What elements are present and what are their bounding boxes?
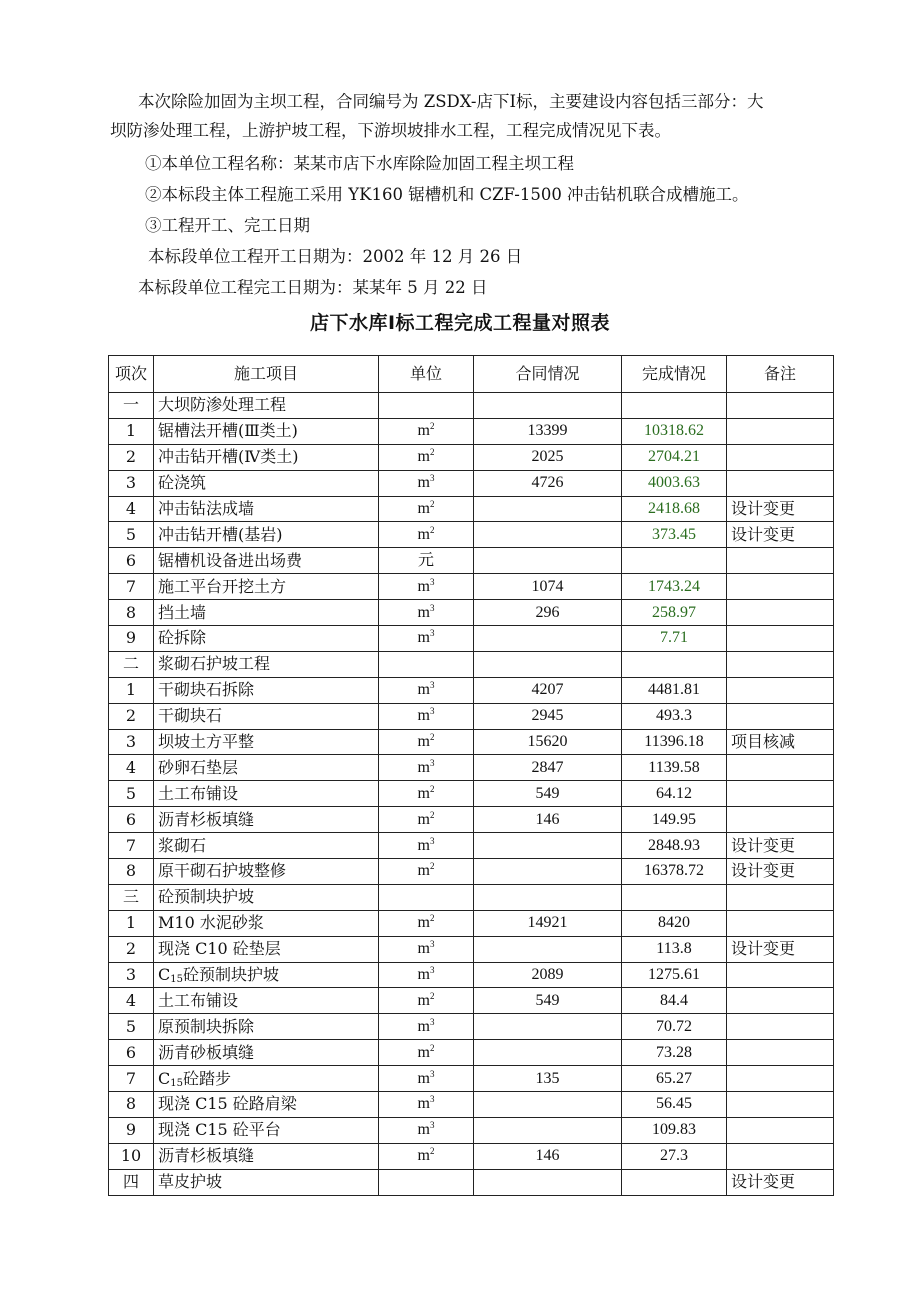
- item-rest: 砼踏步: [182, 1068, 231, 1088]
- project-name-line: ①本单位工程名称：某某市店下水库除险加固工程主坝工程: [145, 154, 574, 173]
- row-unit: [379, 1040, 474, 1066]
- unit-exponent: 3: [429, 706, 435, 717]
- row-done: 16378.72: [622, 859, 727, 885]
- row-item: 坝坡土方平整: [154, 729, 379, 755]
- unit-base: m: [417, 603, 430, 621]
- table-row: [109, 651, 834, 677]
- unit-base: m: [417, 914, 430, 932]
- row-no: 9: [109, 626, 154, 652]
- row-contract: [474, 1040, 622, 1066]
- row-unit: [379, 1117, 474, 1143]
- row-item: 草皮护坡: [154, 1169, 379, 1195]
- table-row: [109, 755, 834, 781]
- row-unit: [379, 833, 474, 859]
- row-note: [727, 703, 834, 729]
- row-contract: 135: [474, 1066, 622, 1092]
- row-item: 浆砌石护坡工程: [154, 651, 379, 677]
- row-item: 砂卵石垫层: [154, 755, 379, 781]
- row-unit: [379, 988, 474, 1014]
- row-done: 2848.93: [622, 833, 727, 859]
- row-unit: [379, 755, 474, 781]
- row-note: 设计变更: [727, 859, 834, 885]
- row-contract: [474, 496, 622, 522]
- row-note: [727, 548, 834, 574]
- row-no: 9: [109, 1117, 154, 1143]
- row-contract: 2847: [474, 755, 622, 781]
- row-contract: 296: [474, 600, 622, 626]
- table-row: [109, 807, 834, 833]
- row-no: 10: [109, 1143, 154, 1169]
- row-done: 27.3: [622, 1143, 727, 1169]
- row-contract: 549: [474, 781, 622, 807]
- row-contract: [474, 1117, 622, 1143]
- unit-exponent: 2: [429, 783, 435, 794]
- item-prefix: C: [158, 1068, 171, 1088]
- table-row: [109, 444, 834, 470]
- item-subscript: 15: [170, 1077, 183, 1089]
- row-item: 施工平台开挖土方: [154, 574, 379, 600]
- unit-base: m: [417, 733, 430, 751]
- unit-exponent: 2: [429, 524, 435, 535]
- unit-exponent: 3: [429, 576, 435, 587]
- row-unit: [379, 444, 474, 470]
- unit-base: m: [417, 758, 430, 776]
- table-row: [109, 626, 834, 652]
- unit-base: m: [417, 629, 430, 647]
- row-note: [727, 418, 834, 444]
- row-no: 2: [109, 703, 154, 729]
- row-unit: [379, 884, 474, 910]
- unit-base: m: [417, 810, 430, 828]
- row-no: 1: [109, 418, 154, 444]
- row-item: 砼拆除: [154, 626, 379, 652]
- unit-exponent: 3: [429, 473, 435, 484]
- row-unit: [379, 470, 474, 496]
- unit-base: m: [417, 500, 430, 517]
- row-contract: 4726: [474, 470, 622, 496]
- row-done: 84.4: [622, 988, 727, 1014]
- unit-exponent: 2: [429, 861, 435, 872]
- row-contract: 1074: [474, 574, 622, 600]
- row-item: [154, 962, 379, 988]
- row-unit: [379, 496, 474, 522]
- row-item: 砼预制块护坡: [154, 884, 379, 910]
- row-no: 4: [109, 496, 154, 522]
- row-no: 3: [109, 962, 154, 988]
- row-contract: 2025: [474, 444, 622, 470]
- row-unit: [379, 1014, 474, 1040]
- row-unit: [379, 962, 474, 988]
- intro-paragraph-line-1: 本次除险加固为主坝工程，合同编号为 ZSDX-店下Ⅰ标，主要建设内容包括三部分：大: [138, 92, 764, 111]
- row-done: [622, 548, 727, 574]
- table-row: [109, 729, 834, 755]
- unit-base: m: [417, 1043, 430, 1061]
- row-no: 8: [109, 859, 154, 885]
- row-unit: [379, 600, 474, 626]
- unit-base: m: [417, 1017, 430, 1035]
- table-row: [109, 910, 834, 936]
- table-row: [109, 1117, 834, 1143]
- unit-base: m: [417, 577, 430, 595]
- unit-exponent: 3: [429, 1068, 435, 1079]
- row-no: 5: [109, 781, 154, 807]
- dates-heading-line: ③工程开工、完工日期: [145, 216, 310, 235]
- unit-base: m: [417, 1147, 430, 1165]
- unit-base: m: [417, 525, 430, 543]
- row-contract: 15620: [474, 729, 622, 755]
- row-note: [727, 910, 834, 936]
- row-item: 沥青砂板填缝: [154, 1040, 379, 1066]
- row-no: 6: [109, 548, 154, 574]
- unit-base: m: [417, 707, 430, 725]
- unit-base: m: [417, 1095, 430, 1113]
- row-item: 沥青杉板填缝: [154, 1143, 379, 1169]
- row-done: 65.27: [622, 1066, 727, 1092]
- row-no: 5: [109, 522, 154, 548]
- row-done: 8420: [622, 910, 727, 936]
- header-item: 施工项目: [154, 356, 379, 393]
- row-no: 6: [109, 807, 154, 833]
- row-unit: [379, 807, 474, 833]
- row-item: M10 水泥砂浆: [154, 910, 379, 936]
- unit-exponent: 2: [429, 1042, 435, 1053]
- row-done: [622, 1169, 727, 1195]
- row-item: 挡土墙: [154, 600, 379, 626]
- row-unit: [379, 574, 474, 600]
- table-row: [109, 962, 834, 988]
- row-no: 四: [109, 1169, 154, 1195]
- row-no: 6: [109, 1040, 154, 1066]
- row-done: 113.8: [622, 936, 727, 962]
- unit-base: m: [417, 681, 430, 699]
- row-no: 7: [109, 833, 154, 859]
- quantity-comparison-table: [108, 355, 834, 1196]
- unit-exponent: 2: [429, 809, 435, 820]
- row-unit: [379, 393, 474, 419]
- unit-base: m: [417, 474, 430, 492]
- row-no: 3: [109, 470, 154, 496]
- row-done: 7.71: [622, 626, 727, 652]
- unit-exponent: 2: [429, 990, 435, 1001]
- row-unit: [379, 522, 474, 548]
- row-item: 原预制块拆除: [154, 1014, 379, 1040]
- row-contract: [474, 884, 622, 910]
- row-note: [727, 1143, 834, 1169]
- item-rest: 砼预制块护坡: [182, 965, 279, 985]
- table-row: [109, 988, 834, 1014]
- unit-base: m: [417, 422, 430, 440]
- row-item: 大坝防渗处理工程: [154, 393, 379, 419]
- row-item: 土工布铺设: [154, 988, 379, 1014]
- table-row: [109, 548, 834, 574]
- row-item: [154, 1066, 379, 1092]
- row-no: 7: [109, 1066, 154, 1092]
- row-item: 冲击钻开槽(Ⅳ类土): [154, 444, 379, 470]
- unit-exponent: 3: [429, 757, 435, 768]
- table-row: [109, 1014, 834, 1040]
- row-unit: [379, 1143, 474, 1169]
- row-note: 设计变更: [727, 1169, 834, 1195]
- table-row: [109, 884, 834, 910]
- row-note: [727, 444, 834, 470]
- row-unit: [379, 936, 474, 962]
- row-contract: [474, 1092, 622, 1118]
- unit-exponent: 3: [429, 1120, 435, 1131]
- table-row: [109, 574, 834, 600]
- unit-base: m: [417, 940, 430, 958]
- row-note: [727, 651, 834, 677]
- unit-base: m: [417, 991, 430, 1009]
- row-done: 4003.63: [622, 470, 727, 496]
- row-contract: 549: [474, 988, 622, 1014]
- row-done: 56.45: [622, 1092, 727, 1118]
- row-item: 土工布铺设: [154, 781, 379, 807]
- row-note: [727, 470, 834, 496]
- table-header-row: [109, 356, 834, 393]
- row-unit: [379, 548, 474, 574]
- unit-base: m: [417, 966, 430, 984]
- row-done: 1139.58: [622, 755, 727, 781]
- row-item: 锯槽法开槽(Ⅲ类土): [154, 418, 379, 444]
- row-unit: [379, 677, 474, 703]
- row-note: [727, 755, 834, 781]
- row-no: 三: [109, 884, 154, 910]
- row-note: 项目核减: [727, 729, 834, 755]
- row-no: 2: [109, 444, 154, 470]
- row-note: [727, 677, 834, 703]
- row-item: 现浇 C10 砼垫层: [154, 936, 379, 962]
- row-note: 设计变更: [727, 522, 834, 548]
- row-no: 7: [109, 574, 154, 600]
- table-row: [109, 393, 834, 419]
- row-done: 64.12: [622, 781, 727, 807]
- row-unit: [379, 1066, 474, 1092]
- table-row: [109, 1040, 834, 1066]
- unit-exponent: 3: [429, 835, 435, 846]
- row-item: 砼浇筑: [154, 470, 379, 496]
- row-item: 现浇 C15 砼路肩梁: [154, 1092, 379, 1118]
- unit-exponent: 2: [429, 421, 435, 432]
- row-contract: 2089: [474, 962, 622, 988]
- unit-base: m: [417, 448, 430, 466]
- table-row: [109, 833, 834, 859]
- row-no: 8: [109, 600, 154, 626]
- row-done: 258.97: [622, 600, 727, 626]
- unit-base: m: [417, 784, 430, 802]
- row-done: 10318.62: [622, 418, 727, 444]
- unit-exponent: 3: [429, 939, 435, 950]
- row-unit: [379, 781, 474, 807]
- header-no: 项次: [109, 356, 154, 393]
- row-unit: [379, 910, 474, 936]
- row-item: 冲击钻开槽(基岩): [154, 522, 379, 548]
- table-row: [109, 1143, 834, 1169]
- row-done: 11396.18: [622, 729, 727, 755]
- row-note: [727, 600, 834, 626]
- row-contract: 146: [474, 807, 622, 833]
- row-no: 3: [109, 729, 154, 755]
- row-note: [727, 393, 834, 419]
- row-done: 493.3: [622, 703, 727, 729]
- unit-base: m: [417, 1121, 430, 1139]
- unit-exponent: 2: [429, 447, 435, 458]
- unit-exponent: 3: [429, 965, 435, 976]
- table-row: [109, 600, 834, 626]
- unit-exponent: 3: [429, 1016, 435, 1027]
- row-item: 干砌块石拆除: [154, 677, 379, 703]
- row-no: 二: [109, 651, 154, 677]
- row-note: [727, 988, 834, 1014]
- row-unit: [379, 729, 474, 755]
- header-note: 备注: [727, 356, 834, 393]
- table-row: [109, 703, 834, 729]
- row-no: 1: [109, 910, 154, 936]
- table-row: [109, 1092, 834, 1118]
- row-note: [727, 574, 834, 600]
- row-unit: [379, 651, 474, 677]
- row-note: [727, 884, 834, 910]
- unit-base: m: [417, 862, 430, 880]
- row-contract: [474, 548, 622, 574]
- row-item: 锯槽机设备进出场费: [154, 548, 379, 574]
- row-note: [727, 1066, 834, 1092]
- table-row: [109, 677, 834, 703]
- unit-exponent: 2: [429, 732, 435, 743]
- row-item: 冲击钻法成墙: [154, 496, 379, 522]
- row-contract: 14921: [474, 910, 622, 936]
- unit-exponent: 2: [429, 499, 435, 509]
- row-note: [727, 781, 834, 807]
- row-done: [622, 393, 727, 419]
- row-unit: [379, 859, 474, 885]
- row-unit: [379, 703, 474, 729]
- table-row: [109, 470, 834, 496]
- row-item: 现浇 C15 砼平台: [154, 1117, 379, 1143]
- row-done: [622, 884, 727, 910]
- row-contract: [474, 833, 622, 859]
- start-date-line: 本标段单位工程开工日期为：2002 年 12 月 26 日: [148, 247, 523, 266]
- row-item: 干砌块石: [154, 703, 379, 729]
- row-item: 浆砌石: [154, 833, 379, 859]
- row-unit: [379, 1169, 474, 1195]
- table-row: [109, 781, 834, 807]
- row-done: 1743.24: [622, 574, 727, 600]
- row-done: 4481.81: [622, 677, 727, 703]
- row-contract: [474, 859, 622, 885]
- table-row: [109, 522, 834, 548]
- row-contract: 146: [474, 1143, 622, 1169]
- row-done: 373.45: [622, 522, 727, 548]
- row-unit: [379, 626, 474, 652]
- row-done: 1275.61: [622, 962, 727, 988]
- item-subscript: 15: [170, 974, 183, 986]
- row-note: [727, 807, 834, 833]
- header-unit: 单位: [379, 356, 474, 393]
- row-note: [727, 962, 834, 988]
- row-done: 70.72: [622, 1014, 727, 1040]
- unit-exponent: 3: [429, 1094, 435, 1105]
- row-contract: 2945: [474, 703, 622, 729]
- header-contract: 合同情况: [474, 356, 622, 393]
- row-contract: [474, 936, 622, 962]
- intro-paragraph-line-2: 坝防渗处理工程，上游护坡工程，下游坝坡排水工程，工程完成情况见下表。: [110, 121, 671, 140]
- construction-method-line: ②本标段主体工程施工采用 YK160 锯槽机和 CZF-1500 冲击钻机联合成槽施工。: [145, 185, 749, 204]
- table-row: [109, 418, 834, 444]
- table-row: [109, 1169, 834, 1195]
- row-note: 设计变更: [727, 496, 834, 522]
- row-note: [727, 1014, 834, 1040]
- row-no: 1: [109, 677, 154, 703]
- row-no: 4: [109, 988, 154, 1014]
- table-row: [109, 496, 834, 522]
- row-contract: [474, 1169, 622, 1195]
- row-item: 原干砌石护坡整修: [154, 859, 379, 885]
- row-done: 73.28: [622, 1040, 727, 1066]
- row-no: 4: [109, 755, 154, 781]
- end-date-line: 本标段单位工程完工日期为：某某年 5 月 22 日: [138, 278, 488, 297]
- row-done: 2704.21: [622, 444, 727, 470]
- table-row: [109, 859, 834, 885]
- table-row: [109, 1066, 834, 1092]
- row-note: [727, 626, 834, 652]
- unit-exponent: 3: [429, 628, 435, 639]
- row-contract: [474, 651, 622, 677]
- row-note: [727, 1117, 834, 1143]
- item-prefix: C: [158, 965, 171, 985]
- row-item: 沥青杉板填缝: [154, 807, 379, 833]
- unit-exponent: 3: [429, 680, 435, 691]
- unit-base: m: [417, 836, 430, 854]
- row-done: 2418.68: [622, 496, 727, 522]
- row-note: [727, 1040, 834, 1066]
- unit-exponent: 3: [429, 602, 435, 613]
- row-contract: [474, 1014, 622, 1040]
- unit-exponent: 2: [429, 1146, 435, 1157]
- unit-exponent: 2: [429, 913, 435, 924]
- row-no: 一: [109, 393, 154, 419]
- unit-base: m: [417, 1069, 430, 1087]
- row-contract: [474, 626, 622, 652]
- row-note: 设计变更: [727, 833, 834, 859]
- table-row: [109, 936, 834, 962]
- row-unit: [379, 1092, 474, 1118]
- row-no: 5: [109, 1014, 154, 1040]
- table-title: 店下水库Ⅰ标工程完成工程量对照表: [309, 312, 611, 334]
- row-unit: [379, 418, 474, 444]
- row-contract: [474, 393, 622, 419]
- header-done: 完成情况: [622, 356, 727, 393]
- row-done: [622, 651, 727, 677]
- row-contract: [474, 522, 622, 548]
- row-note: [727, 1092, 834, 1118]
- row-done: 109.83: [622, 1117, 727, 1143]
- row-contract: 4207: [474, 677, 622, 703]
- row-no: 2: [109, 936, 154, 962]
- unit-base: 元: [417, 551, 434, 569]
- row-contract: 13399: [474, 418, 622, 444]
- row-note: 设计变更: [727, 936, 834, 962]
- row-no: 8: [109, 1092, 154, 1118]
- row-done: 149.95: [622, 807, 727, 833]
